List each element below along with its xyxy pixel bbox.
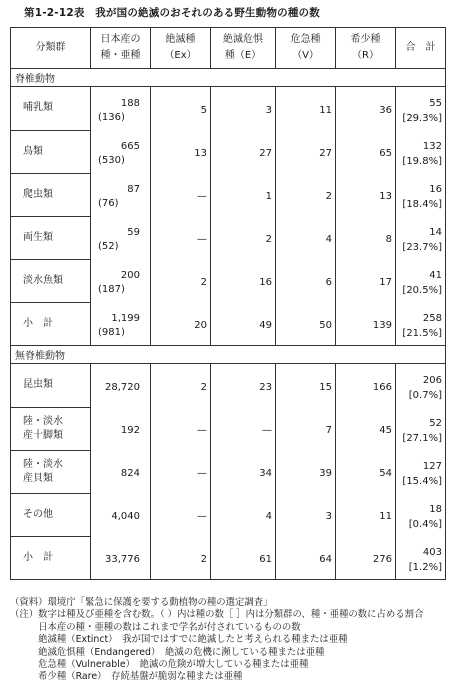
native-count-value: 200 xyxy=(120,270,140,281)
section-row xyxy=(11,346,446,364)
rare-count: 45 xyxy=(336,407,396,450)
table-row xyxy=(11,87,446,131)
table-row xyxy=(11,493,446,536)
extinct-count: 5 xyxy=(151,87,211,131)
extinct-count: — xyxy=(151,173,211,216)
total-count xyxy=(396,364,446,408)
total-value: 52 xyxy=(429,418,442,429)
header-endangered-line2: 種（E） xyxy=(224,50,262,61)
native-count xyxy=(91,130,151,173)
native-count xyxy=(91,173,151,216)
native-count xyxy=(91,493,151,536)
rare-count: 166 xyxy=(336,364,396,408)
group-name-line: 爬虫類 xyxy=(23,188,53,200)
vulnerable-count: 15 xyxy=(276,364,336,408)
native-count xyxy=(91,450,151,493)
total-count xyxy=(396,536,446,580)
native-count-value: 4,040 xyxy=(111,511,140,522)
header-group xyxy=(11,28,91,69)
group-name-line: 哺乳類 xyxy=(23,102,53,114)
section-row xyxy=(11,69,446,87)
total-percentage: [0.4%] xyxy=(408,519,442,530)
group-name-line: 小 計 xyxy=(23,317,53,329)
note-line: 危急種（Vulnerable） 絶滅の危険が増大している種または亜種 xyxy=(10,659,309,671)
group-name-line: 小 計 xyxy=(23,551,53,563)
group-name xyxy=(11,493,91,536)
vulnerable-count: 64 xyxy=(276,536,336,580)
group-name xyxy=(11,87,91,131)
total-percentage: [29.3%] xyxy=(402,113,442,124)
rare-count: 54 xyxy=(336,450,396,493)
table-title: 第1-2-12表 我が国の絶滅のおそれのある野生動物の種の数 xyxy=(24,7,320,19)
species-count-value: (187) xyxy=(98,284,125,295)
native-count-value: 87 xyxy=(127,184,140,195)
table-row xyxy=(11,364,446,408)
table-row xyxy=(11,173,446,216)
rare-count: 13 xyxy=(336,173,396,216)
total-count xyxy=(396,450,446,493)
vulnerable-count: 6 xyxy=(276,259,336,302)
table-row xyxy=(11,450,446,493)
total-count xyxy=(396,87,446,131)
endangered-count: 2 xyxy=(211,216,276,259)
native-count-value: 28,720 xyxy=(105,382,140,393)
vulnerable-count: 39 xyxy=(276,450,336,493)
native-count xyxy=(91,216,151,259)
total-count xyxy=(396,259,446,302)
table-row xyxy=(11,130,446,173)
group-name xyxy=(11,536,91,580)
total-percentage: [19.8%] xyxy=(402,156,442,167)
vulnerable-count: 4 xyxy=(276,216,336,259)
group-name xyxy=(11,450,91,493)
group-name-line: 昆虫類 xyxy=(23,379,53,391)
total-percentage: [20.5%] xyxy=(402,285,442,296)
group-name-line: 産十脚類 xyxy=(23,429,63,441)
note-line: 絶滅危惧種（Endangered） 絶滅の危機に瀕している種または亜種 xyxy=(10,646,325,658)
rare-count: 36 xyxy=(336,87,396,131)
endangered-count: 49 xyxy=(211,302,276,346)
native-count xyxy=(91,407,151,450)
endangered-count: 34 xyxy=(211,450,276,493)
group-name xyxy=(11,216,91,259)
endangered-count: 27 xyxy=(211,130,276,173)
rare-count: 65 xyxy=(336,130,396,173)
group-name-line: その他 xyxy=(23,508,53,520)
table-row xyxy=(11,407,446,450)
group-name-line: 産貝類 xyxy=(23,472,53,484)
note-line: （資料）環境庁「緊急に保護を要する動植物の種の選定調査」 xyxy=(10,597,273,608)
native-count xyxy=(91,302,151,346)
note-line: （注）数字は種及び亜種を含む数。（ ）内は種の数［ ］内は分類群の、種・亜種の数に占める割合 xyxy=(10,609,424,621)
extinct-count: — xyxy=(151,407,211,450)
native-count-value: 192 xyxy=(120,425,140,436)
total-value: 16 xyxy=(429,184,442,195)
extinct-count: 2 xyxy=(151,364,211,408)
species-table xyxy=(10,27,446,580)
group-name xyxy=(11,407,91,450)
extinct-count: 2 xyxy=(151,536,211,580)
header-rare-line2: （R） xyxy=(352,50,379,61)
section-label: 無脊椎動物 xyxy=(11,346,446,364)
endangered-count: 16 xyxy=(211,259,276,302)
total-value: 132 xyxy=(422,141,442,152)
total-value: 41 xyxy=(429,270,442,281)
total-count xyxy=(396,407,446,450)
total-count xyxy=(396,493,446,536)
vulnerable-count: 50 xyxy=(276,302,336,346)
total-count xyxy=(396,130,446,173)
header-native xyxy=(91,28,151,69)
group-name xyxy=(11,364,91,408)
extinct-count: 13 xyxy=(151,130,211,173)
vulnerable-count: 7 xyxy=(276,407,336,450)
rare-count: 11 xyxy=(336,493,396,536)
native-count-value: 665 xyxy=(120,141,140,152)
native-count xyxy=(91,87,151,131)
header-extinct-line2: （Ex） xyxy=(164,50,197,61)
native-count xyxy=(91,536,151,580)
total-value: 258 xyxy=(422,313,442,324)
extinct-count: — xyxy=(151,216,211,259)
group-name-line: 両生類 xyxy=(23,231,53,243)
table-row xyxy=(11,259,446,302)
rare-count: 276 xyxy=(336,536,396,580)
total-percentage: [21.5%] xyxy=(402,328,442,339)
header-total xyxy=(396,28,446,69)
table-row xyxy=(11,216,446,259)
table-body xyxy=(11,28,446,580)
total-value: 403 xyxy=(422,547,442,558)
endangered-count: 3 xyxy=(211,87,276,131)
group-name xyxy=(11,130,91,173)
species-count-value: (530) xyxy=(98,155,125,166)
header-vulnerable-line1: 危急種 xyxy=(290,34,321,45)
native-count-value: 1,199 xyxy=(111,313,140,324)
note-line: 絶滅種（Extinct） 我が国ではすでに絶滅したと考えられる種または亜種 xyxy=(10,634,348,646)
rare-count: 139 xyxy=(336,302,396,346)
total-percentage: [15.4%] xyxy=(402,476,442,487)
native-count-value: 59 xyxy=(127,227,140,238)
group-name xyxy=(11,173,91,216)
total-percentage: [18.4%] xyxy=(402,199,442,210)
total-value: 18 xyxy=(429,504,442,515)
header-row xyxy=(11,28,446,69)
extinct-count: — xyxy=(151,450,211,493)
header-extinct-line1: 絶滅種 xyxy=(165,34,196,45)
species-count-value: (52) xyxy=(98,241,119,252)
extinct-count: 20 xyxy=(151,302,211,346)
extinct-count: — xyxy=(151,493,211,536)
header-total-label: 合 計 xyxy=(405,42,436,53)
group-name-line: 淡水魚類 xyxy=(23,274,63,286)
header-endangered-line1: 絶滅危惧 xyxy=(223,34,263,45)
note-line: 日本産の種・亜種の数はこれまで学名が付されているものの数 xyxy=(10,621,301,633)
section-label: 脊椎動物 xyxy=(11,69,446,87)
native-count-value: 824 xyxy=(120,468,140,479)
header-rare-line1: 希少種 xyxy=(350,34,381,45)
group-name-line: 陸・淡水 xyxy=(23,415,63,427)
header-group-label: 分類群 xyxy=(35,42,66,53)
group-name xyxy=(11,302,91,346)
notes xyxy=(10,597,446,684)
native-count xyxy=(91,364,151,408)
total-value: 127 xyxy=(422,461,442,472)
rare-count: 8 xyxy=(336,216,396,259)
total-count xyxy=(396,302,446,346)
table-row xyxy=(11,536,446,580)
header-vulnerable xyxy=(276,28,336,69)
vulnerable-count: 11 xyxy=(276,87,336,131)
rare-count: 17 xyxy=(336,259,396,302)
total-value: 14 xyxy=(429,227,442,238)
species-count-value: (76) xyxy=(98,198,119,209)
vulnerable-count: 27 xyxy=(276,130,336,173)
table-row xyxy=(11,302,446,346)
vulnerable-count: 2 xyxy=(276,173,336,216)
total-percentage: [0.7%] xyxy=(408,390,442,401)
header-extinct xyxy=(151,28,211,69)
group-name-line: 鳥類 xyxy=(23,145,43,157)
vulnerable-count: 3 xyxy=(276,493,336,536)
endangered-count: — xyxy=(211,407,276,450)
total-count xyxy=(396,173,446,216)
species-count-value: (981) xyxy=(98,327,125,338)
header-native-line1: 日本産の xyxy=(100,34,141,45)
header-rare xyxy=(336,28,396,69)
endangered-count: 23 xyxy=(211,364,276,408)
total-count xyxy=(396,216,446,259)
note-line: 希少種（Rare） 存続基盤が脆弱な種または亜種 xyxy=(10,671,243,683)
endangered-count: 61 xyxy=(211,536,276,580)
total-value: 55 xyxy=(429,98,442,109)
total-percentage: [27.1%] xyxy=(402,433,442,444)
group-name xyxy=(11,259,91,302)
endangered-count: 1 xyxy=(211,173,276,216)
group-name-line: 陸・淡水 xyxy=(23,458,63,470)
endangered-count: 4 xyxy=(211,493,276,536)
native-count-value: 33,776 xyxy=(105,554,140,565)
native-count-value: 188 xyxy=(120,98,140,109)
extinct-count: 2 xyxy=(151,259,211,302)
species-count-value: (136) xyxy=(98,112,125,123)
total-percentage: [1.2%] xyxy=(408,562,442,573)
header-endangered xyxy=(211,28,276,69)
native-count xyxy=(91,259,151,302)
header-vulnerable-line2: （V） xyxy=(292,50,319,61)
header-native-line2: 種・亜種 xyxy=(100,50,141,61)
total-percentage: [23.7%] xyxy=(402,242,442,253)
total-value: 206 xyxy=(422,375,442,386)
